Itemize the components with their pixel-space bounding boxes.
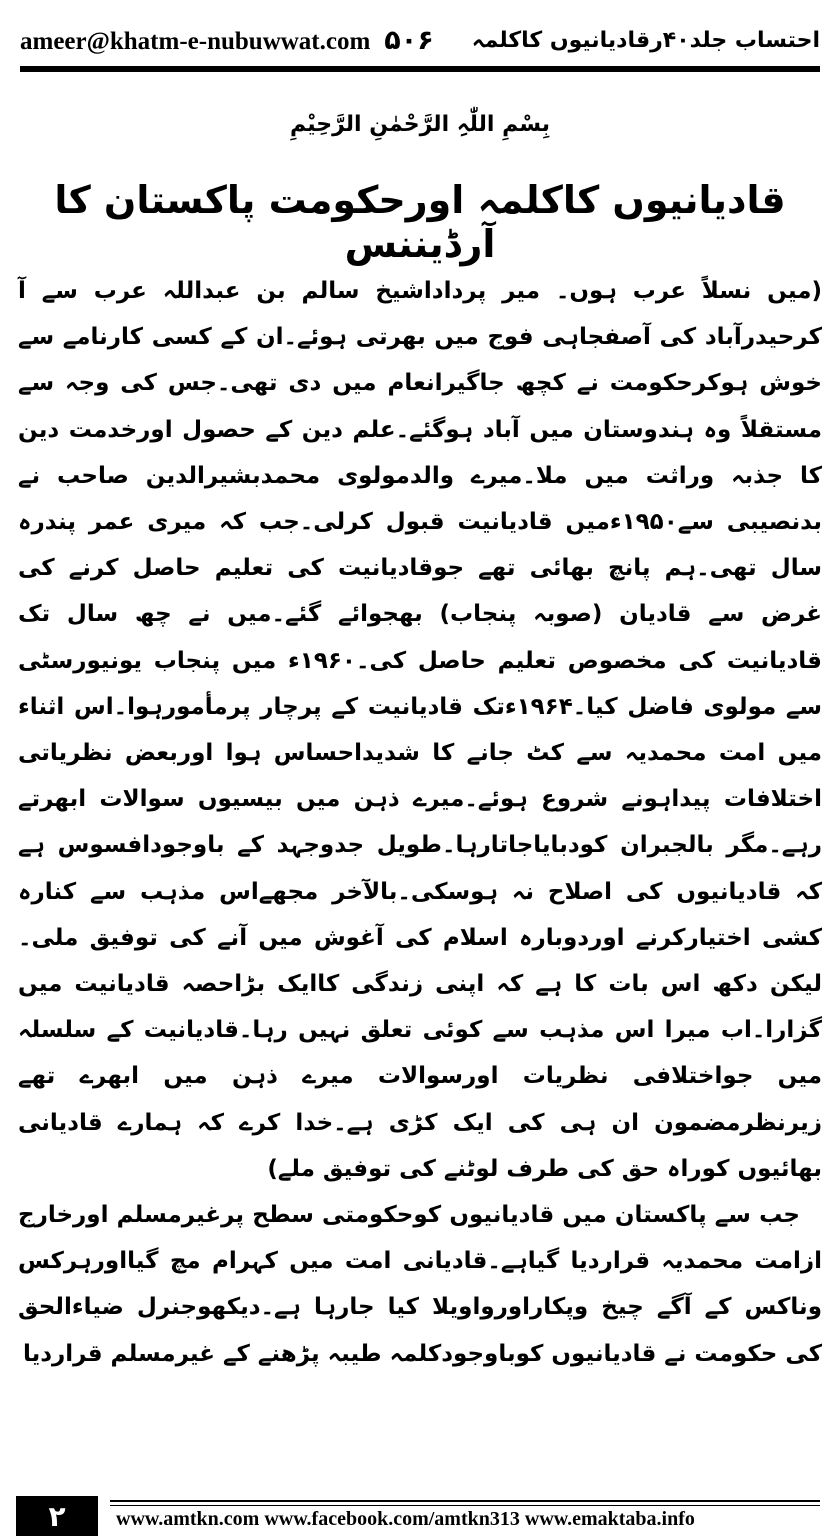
article-title: قادیانیوں کاکلمہ اورحکومت پاکستان کا آرڈیننس xyxy=(54,178,786,266)
header-divider xyxy=(20,66,820,72)
header-page-number: ۵۰۶ xyxy=(384,24,434,56)
page-header xyxy=(20,18,820,62)
header-email: ameer@khatm-e-nubuwwat.com xyxy=(20,27,371,55)
paragraph-main: جب سے پاکستان میں قادیانیوں کوحکومتی سطح پرغیرمسلم اورخارج ازامت محمدیہ قراردیا گیاہے۔قادیانی امت میں کہرام مچ گیااورہرکس وناکس کے آگے چیخ وپکاراورواویلا کیا جارہا ہے۔دیکھوجنرل ضیاءالحق کی حکومت نے قادیانیوں کوباوجودکلمہ طیبہ پڑھنے کے غیرمسلم قراردیا xyxy=(18,1202,822,1367)
article-body xyxy=(18,268,822,1377)
header-left-group xyxy=(20,25,434,56)
header-running-title: احتساب جلد۴۰رقادیانیوں کاکلمہ xyxy=(471,27,820,53)
bismillah: بِسْمِ اللّٰہِ الرَّحْمٰنِ الرَّحِیْمِ xyxy=(289,112,550,137)
footer-urls: www.amtkn.com www.facebook.com/amtkn313 www.emaktaba.info xyxy=(116,1508,695,1530)
footer-divider-thin xyxy=(110,1505,820,1506)
footer-page-number: ۲ xyxy=(16,1496,98,1536)
paragraph-intro: (میں نسلاً عرب ہوں۔ میر پرداداشیخ سالم بن عبداللہ عرب سے آ کرحیدرآباد کی آصفجاہی فوج میں بھرتی ہوئے۔ان کے کسی کارنامے سے خوش ہوکرحکومت نے کچھ جاگیرانعام میں دی تھی۔جس کی وجہ سے مستقلاً وہ ہندوستان میں آباد ہوگئے۔علم دین کے حصول اورخدمت دین کا جذبہ وراثت میں ملا۔میرے والدمولوی محمدبشیرالدین صاحب نے بدنصیبی سے۱۹۵۰ءمیں قادیانیت قبول کرلی۔جب کہ میری عمر پندرہ سال تھی۔ہم پانچ بھائی تھے جوقادیانیت کی تعلیم حاصل کرنے کی غرض سے قادیان (صوبہ پنجاب) بھجوائے گئے۔میں نے چھ سال تک قادیانیت کی مخصوص تعلیم حاصل کی۔۱۹۶۰ء میں پنجاب یونیورسٹی سے مولوی فاضل کیا۔۱۹۶۴ءتک قادیانیت کے پرچار پرمأمورہوا۔اس اثناء میں امت محمدیہ سے کٹ جانے کا شدیداحساس ہوا اوربعض نظریاتی اختلافات پیداہونے شروع ہوئے۔میرے ذہن میں بیسیوں سوالات ابھرتے رہے۔مگر بالجبران کودبایاجاتارہا۔طویل جدوجہد کے باوجودافسوس ہے کہ قادیانیوں کی اصلاح نہ ہوسکی۔بالآخر مجھےاس مذہب سے کنارہ کشی اختیارکرنے اوردوبارہ اسلام کی آغوش میں آنے کی توفیق ملی۔لیکن دکھ اس بات کا ہے کہ اپنی زندگی کاایک بڑاحصہ قادیانیت میں گزارا۔اب میرا اس مذہب سے کوئی تعلق نہیں رہا۔قادیانیت کے سلسلہ میں جواختلافی نظریات اورسوالات میرے ذہن میں ابھرے تھے زیرنظرمضمون ان ہی کی ایک کڑی ہے۔خدا کرے کہ ہمارے قادیانی بھائیوں کوراہ حق کی طرف لوٹنے کی توفیق ملے) xyxy=(18,278,822,1182)
footer-divider xyxy=(110,1500,820,1502)
